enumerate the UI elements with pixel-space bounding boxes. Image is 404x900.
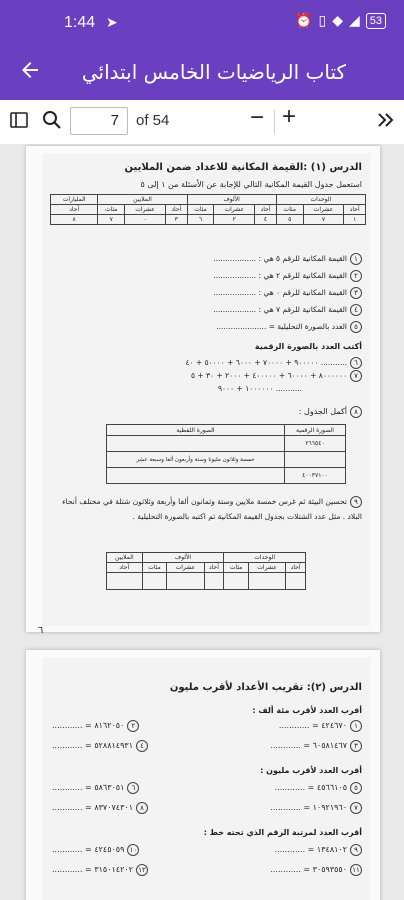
sidebar-toggle-icon[interactable] <box>10 111 28 135</box>
col-header: آحاد <box>344 205 366 215</box>
pdf-viewer[interactable] <box>0 144 404 900</box>
arrow-left-icon[interactable] <box>18 58 42 89</box>
col-header: عشرات <box>214 205 255 215</box>
digit-cell: ٧ <box>98 215 125 225</box>
col-header: عشرات <box>125 205 166 215</box>
status-bar <box>0 0 404 48</box>
equation-6: ٦........... ٩٠٠٠٠٠ + ٧٠٠٠٠ + ٦٠٠٠ + ٥٠٠٠٠ + ٤٠ <box>185 356 362 369</box>
table-cell <box>107 436 285 452</box>
battery-icon: 53 <box>366 13 386 29</box>
word-problem: ٩تحسين البيئة ثم غرس خمسة ملايين وستة وثمانون ألفا وأربعة وثلاثون شتلة في مختلف أنحاء البلاد . مثل عدد الشتلات بجدول القيمة المكانية ثم اكتبه بالصورة التحليلية . <box>62 497 362 521</box>
digit-cell: ٧ <box>303 215 344 225</box>
page-content <box>42 658 370 900</box>
round-row-2: ٣٦٠٥٨١٤٦٧ = ............ ٤٥٢٨٨١٤٩٣١ = ............ <box>52 740 362 752</box>
digit-cell: ١ <box>344 215 366 225</box>
round-row-5: ٩١٣٤٨١٠٢ = ............ ١٠٤٢٤٥٠٥٩ = ............ <box>52 844 362 856</box>
col-header: آحاد <box>255 205 277 215</box>
section-underlined-digit: أقرب العدد لمرتبة الرقم الذي تحته خط : <box>203 828 362 837</box>
section-standard-form: أكتب العدد بالصورة الرقمية <box>254 342 362 351</box>
page-number: ٦ <box>38 625 44 636</box>
page-content <box>42 154 370 626</box>
col-header: آحاد <box>286 563 306 573</box>
empty-cell <box>167 573 204 590</box>
section-million: أقرب العدد لأقرب مليون : <box>260 766 362 775</box>
empty-cell <box>224 573 249 590</box>
round-row-6: ١١٣٠٥٩٣٥٥٠ = ............ ١٢٣١٥٠١٤٢٠٢ = ............ <box>52 864 362 876</box>
zoom-in-button[interactable]: + <box>282 103 297 130</box>
group-billions: المليارات <box>51 195 98 205</box>
table-cell <box>285 452 346 468</box>
table-cell <box>107 468 285 484</box>
col-header: مئات <box>98 205 125 215</box>
digit-cell: ٤ <box>255 215 277 225</box>
question-3: ٣القيمة المكانية للرقم ٠ هي : .................. <box>213 284 362 301</box>
col-header: آحاد <box>204 563 224 573</box>
col-header: مئات <box>276 205 303 215</box>
empty-cell <box>248 573 285 590</box>
question-4: ٤القيمة المكانية للرقم ٧ هي : .................. <box>213 301 362 318</box>
wifi-icon: ◆ <box>332 12 343 28</box>
digit-cell: ٥ <box>276 215 303 225</box>
lesson-heading: الدرس (١) :القيمة المكانية للاعداد ضمن الملايين <box>124 162 362 173</box>
double-chevron-right-icon[interactable] <box>376 110 396 136</box>
group-units: الوحدات <box>224 553 306 563</box>
group-thousands: الألوف <box>142 553 224 563</box>
table-cell: ٤٠٠٣٧١٠٠ <box>285 468 346 484</box>
empty-cell <box>107 573 143 590</box>
answer-table <box>106 552 306 590</box>
questions-list <box>213 250 362 335</box>
section-hundred-thousand: أقرب العدد لأقرب مئة ألف : <box>252 706 362 715</box>
col-header: مئات <box>142 563 167 573</box>
question-2: ٢القيمة المكانية للرقم ٢ هي : .................. <box>213 267 362 284</box>
app-title: كتاب الرياضيات الخامس ابتدائي <box>81 60 346 84</box>
digit-cell: ٢ <box>214 215 255 225</box>
question-1: ١القيمة المكانية للرقم ٥ هي : .................. <box>213 250 362 267</box>
pdf-page-7 <box>26 650 380 900</box>
table-cell: ٢٦٦٥٤٠ <box>285 436 346 452</box>
pdf-toolbar <box>0 100 404 145</box>
status-time: 1:44 <box>64 14 96 31</box>
empty-cell <box>142 573 167 590</box>
col-header: مئات <box>224 563 249 573</box>
equation-7-cont: ........... ١٠٠٠٠٠٠ + ٩٠٠٠ <box>218 384 302 393</box>
equation-7: ٧٨٠٠٠٠٠٠ + ٦٠٠٠٠ + ٤٠٠٠٠٠ + ٢٠٠٠ + ٣٠ + ٥ <box>185 369 362 382</box>
signal-icon: ◢ <box>348 12 360 28</box>
digit-cell: ٨ <box>51 215 98 225</box>
round-row-3: ٥٤٥٦٦١٠٥ = ............ ٦٥٨٦٣٠٥١ = ............ <box>52 782 362 794</box>
group-millions: الملايين <box>98 195 187 205</box>
zoom-out-button[interactable]: − <box>250 104 265 131</box>
col-header: عشرات <box>248 563 285 573</box>
digit-cell: ٦ <box>187 215 214 225</box>
vibrate-icon: ▯ <box>318 12 327 28</box>
digit-cell: ٠ <box>125 215 166 225</box>
lesson-heading: الدرس (٢): تقريب الأعداد لأقرب مليون <box>169 682 362 693</box>
col-header: آحاد <box>51 205 98 215</box>
col-header: عشرات <box>167 563 204 573</box>
col-header: الصورة الرقمية <box>285 425 346 436</box>
empty-cell <box>204 573 224 590</box>
col-header: مئات <box>187 205 214 215</box>
group-thousands: الألوف <box>187 195 276 205</box>
round-row-4: ٧١٠٩٢١٩٦٠ = ............ ٨٨٣٧٠٧٤٣٠١ = ............ <box>52 802 362 814</box>
page-count: of 54 <box>136 112 170 129</box>
pdf-page-6 <box>26 146 380 636</box>
place-value-table <box>50 194 366 225</box>
col-header: عشرات <box>303 205 344 215</box>
alarm-icon: ⏰ <box>295 12 313 28</box>
page-number-input[interactable]: 7 <box>70 107 128 135</box>
col-header: آحاد <box>107 563 143 573</box>
toolbar-divider <box>274 110 275 134</box>
search-icon[interactable] <box>42 110 62 136</box>
col-header: الصورة اللفظية <box>107 425 285 436</box>
table-cell: خمسة وثلاثون مليونا وستة وأربعون ألفا وسبعة عشر <box>107 452 285 468</box>
digit-cell: ٣ <box>165 215 187 225</box>
complete-table-label: ٨أكمل الجدول : <box>299 406 362 418</box>
app-bar <box>0 48 404 100</box>
question-5: ٥العدد بالصورة التحليلية = ..................... <box>213 318 362 335</box>
instruction-text: استعمل جدول القيمة المكانية التالي للإجابة عن الأسئلة من ١ إلى ٥ <box>140 180 362 189</box>
equations <box>185 356 362 395</box>
group-millions: الملايين <box>107 553 143 563</box>
empty-cell <box>286 573 306 590</box>
words-table <box>106 424 346 484</box>
round-row-1: ١٤٢٤٦٧٠ = ............ ٢٨١٦٢٠٥٠ = ............ <box>52 720 362 732</box>
send-icon: ➤ <box>106 14 118 30</box>
group-units: الوحدات <box>276 195 365 205</box>
col-header: آحاد <box>165 205 187 215</box>
